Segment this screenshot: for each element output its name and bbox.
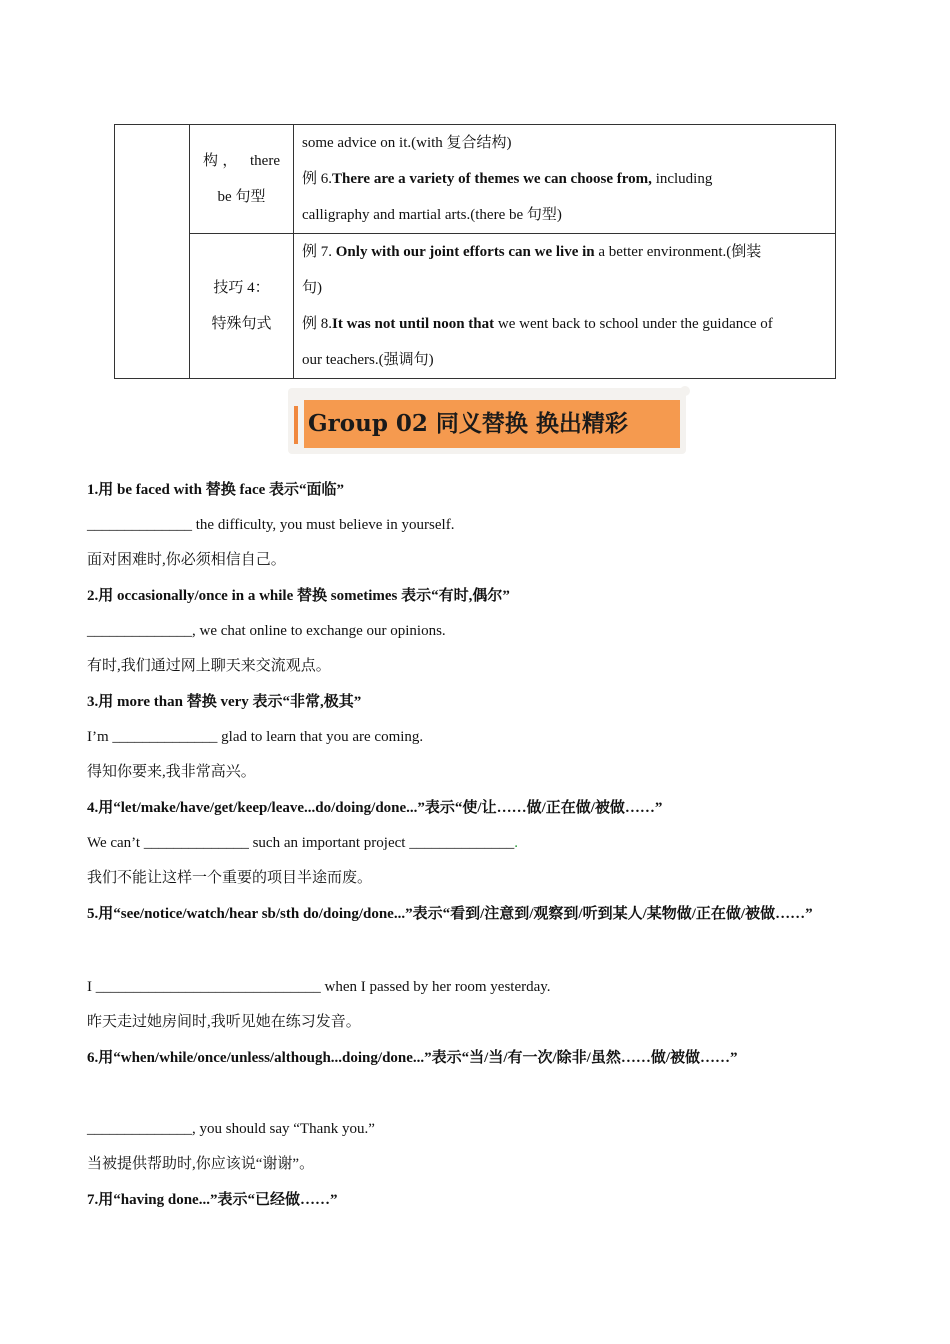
item-5-english: I ______________________________ when I passed by her room yesterday. (87, 979, 551, 995)
item-5-heading: 5.用“see/notice/watch/hear sb/sth do/doing/done...”表示“看到/注意到/观察到/听到某人/某物做/正在做/被做……” (87, 906, 813, 922)
section-title: Group 02 同义替换 换出精彩 (304, 400, 680, 448)
table-cell-technique: 构， there be 句型 (190, 125, 294, 234)
item-2-chinese: 有时,我们通过网上聊天来交流观点。 (87, 658, 331, 674)
banner-accent-bar (294, 406, 298, 444)
example-6: 例 6.There are a variety of themes we can choose from, including (302, 171, 713, 187)
example-8: 例 8.It was not until noon that we went back to school under the guidance of (302, 316, 773, 332)
table-row (115, 234, 836, 379)
item-4-english: We can’t ______________ such an important project ______________. (87, 835, 518, 851)
item-4-chinese: 我们不能让这样一个重要的项目半途而废。 (87, 870, 373, 886)
table-cell-examples: some advice on it.(with 复合结构) 例 6.There are a variety of themes we can choose from, including calligraphy and martial arts.(there be 句型) (294, 125, 836, 234)
item-6-english: ______________, you should say “Thank you.” (87, 1121, 375, 1137)
item-5-chinese: 昨天走过她房间时,我听见她在练习发音。 (87, 1014, 361, 1030)
item-6-chinese: 当被提供帮助时,你应该说“谢谢”。 (87, 1156, 315, 1172)
item-1-english: ______________ the difficulty, you must believe in yourself. (87, 517, 455, 533)
item-6-heading: 6.用“when/while/once/unless/although...doing/done...”表示“当/当/有一次/除非/虽然……做/被做……” (87, 1050, 738, 1066)
item-1-chinese: 面对困难时,你必须相信自己。 (87, 552, 286, 568)
table-cell-technique: 技巧 4： 特殊句式 (190, 234, 294, 379)
item-2-heading: 2.用 occasionally/once in a while 替换 sometimes 表示“有时,偶尔” (87, 588, 510, 604)
section-banner (288, 388, 686, 454)
item-3-english: I’m ______________ glad to learn that you are coming. (87, 729, 424, 745)
item-3-chinese: 得知你要来,我非常高兴。 (87, 764, 256, 780)
item-2-english: ______________, we chat online to exchange our opinions. (87, 623, 446, 639)
item-3-heading: 3.用 more than 替换 very 表示“非常,极其” (87, 694, 362, 710)
example-7: 例 7. Only with our joint efforts can we live in a better environment.(倒装 (302, 244, 762, 260)
item-4-heading: 4.用“let/make/have/get/keep/leave...do/doing/done...”表示“使/让……做/正在做/被做……” (87, 800, 663, 816)
table-cell-empty (115, 125, 190, 379)
techniques-table (114, 124, 836, 379)
table-row (115, 125, 836, 234)
item-1-heading: 1.用 be faced with 替换 face 表示“面临” (87, 482, 345, 498)
table-cell-examples: 例 7. Only with our joint efforts can we live in a better environment.(倒装 句) 例 8.It was not until noon that we went back to school under the guidance of our teachers.(强调句) (294, 234, 836, 379)
item-7-heading: 7.用“having done...”表示“已经做……” (87, 1192, 338, 1208)
